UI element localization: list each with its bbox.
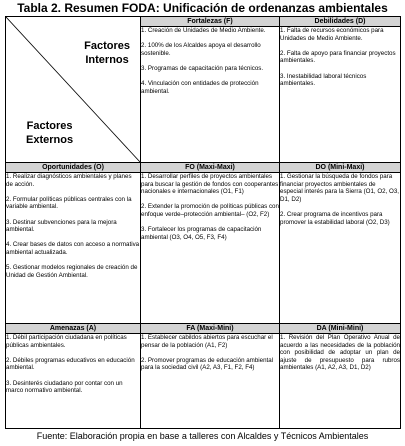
table-title: Tabla 2. Resumen FODA: Unificación de ordenanzas ambientales (17, 1, 388, 15)
source-note: Fuente: Elaboración propia en base a talleres con Alcaldes y Técnicos Ambientales (36, 431, 369, 441)
fa-cell: 1. Establecer cabildos abiertos para escuchar el pensar de la población (A1, F2) 2. Promover programas de educación ambiental para la sociedad civil (A2, A3, F1, F2, F4) (141, 334, 280, 429)
internal-factors-label: Factores Internos (84, 40, 130, 66)
do-cell: 1. Gestionar la búsqueda de fondos para financiar proyectos ambientales de especial interés para la Sierra (O1, O2, O3, D1, D2) 2. Crear programa de incentivos para promover la estabilidad laboral (O2, D3) (280, 173, 401, 324)
header-fa: FA (Maxi-Mini) (141, 324, 280, 334)
external-factors-label: Factores Externos (26, 120, 74, 146)
da-text: 1. Revisión del Plan Operativo Anual de acuerdo a las necesidades de la población con posibilidad de adoptar un plan de ajuste de presupuesto para rubros ambientales (A1, A2, A3, D1, D2) (280, 334, 400, 372)
oportunidades-cell: 1. Realizar diagnósticos ambientales y planes de acción. 2. Formular políticas públicas centrales con la variable ambiental. 3. Destinar subvenciones para la mejora ambiental. 4. Crear bases de datos con acceso a normativa ambiental actualizada. 5. Gestionar modelos regionales de creación de Unidad de Gestión Ambiental. (6, 173, 141, 324)
swot-table (5, 16, 401, 429)
debilidades-cell: 1. Falta de recursos económicos para Unidades de Medio Ambiente. 2. Falta de apoyo para financiar proyectos ambientales. 3. Inestabilidad laboral técnicos ambientales. (280, 27, 401, 163)
amenazas-cell: 1. Débil participación ciudadana en políticas públicas ambientales. 2. Débiles programas educativos en educación ambiental. 3. Desinterés ciudadano por contar con un marco normativo ambiental. (6, 334, 141, 429)
header-do: DO (Mini-Maxi) (280, 163, 401, 173)
header-debilidades: Debilidades (D) (280, 17, 401, 27)
header-fortalezas: Fortalezas (F) (141, 17, 280, 27)
fo-cell: 1. Desarrollar perfiles de proyectos ambientales para buscar la gestión de fondos con cooperantes nacionales e internacionales (O1, F1) 2. Extender la promoción de políticas públicas con enfoque verde–protección ambiental– (O2, F2) 3. Fortalecer los programas de capacitación ambiental (O3, O4, O5, F3, F4) (141, 173, 280, 324)
header-amenazas: Amenazas (A) (6, 324, 141, 334)
da-cell (280, 334, 401, 429)
header-oportunidades: Oportunidades (O) (6, 163, 141, 173)
fortalezas-cell: 1. Creación de Unidades de Medio Ambiente. 2. 100% de los Alcaldes apoya el desarrollo sostenible. 3. Programas de capacitación para técnicos. 4. Vinculación con entidades de protección ambiental. (141, 27, 280, 163)
header-da: DA (Mini-Mini) (280, 324, 401, 334)
header-fo: FO (Maxi-Maxi) (141, 163, 280, 173)
corner-cell (6, 17, 141, 163)
